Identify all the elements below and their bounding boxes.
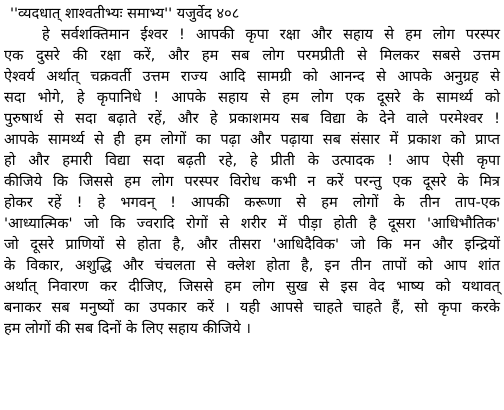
paragraph-line-3: ऐश्वर्य अर्थात् चक्रवर्ती उत्तम राज्य आदि सामग्री को आनन्द से आपके अनुग्रह से xyxy=(4,68,500,85)
paragraph-line-11: जो दूसरे प्राणियों से होता है, और तीसरा 'आधिदैविक' जो कि मन और इन्द्रियों xyxy=(4,236,500,253)
paragraph-line-4: सदा भोगे, हे कृपानिधे ! आपके सहाय से हम लोग एक दूसरे के सामर्थ्य को xyxy=(4,89,500,106)
paragraph-line-13: अर्थात् निवारण कर दीजिए, जिससे हम लोग सुख से इस वेद भाष्य को यथावत् xyxy=(4,278,500,295)
paragraph-line-12: के विकार, अशुद्धि और चंचलता से क्लेश होता है, इन तीन तापों को आप शांत xyxy=(4,257,500,274)
paragraph-line-5: पुरुषार्थ से सदा बढ़ाते रहें, और हे प्रकाशमय सब विद्या के देने वाले परमेश्वर ! xyxy=(4,110,500,127)
paragraph-line-1: हे सर्वशक्तिमान ईश्वर ! आपकी कृपा रक्षा और सहाय से हम लोग परस्पर xyxy=(42,26,500,43)
verse-reference-heading: ''व्यदधात् शाश्वतीभ्यः समाभ्य'' यजुर्वेद ४०८ xyxy=(10,5,240,22)
paragraph-line-15: हम लोगों की सब दिनों के लिए सहाय कीजिये । xyxy=(4,320,251,337)
paragraph-line-7: हो और हमारी विद्या सदा बढ़ती रहे, हे प्रीती के उत्पादक ! आप ऐसी कृपा xyxy=(4,152,500,169)
paragraph-line-6: आपके सामर्थ्य से ही हम लोगों का पढ़ा और पढ़ाया सब संसार में प्रकाश को प्राप्त xyxy=(4,131,500,148)
paragraph-line-8: कीजिये कि जिससे हम लोग परस्पर विरोध कभी न करें परन्तु एक दूसरे के मित्र xyxy=(4,173,500,190)
paragraph-line-2: एक दुसरे की रक्षा करें, और हम सब लोग परमप्रीती से मिलकर सबसे उत्तम xyxy=(4,47,500,64)
paragraph-line-10: 'आध्यात्मिक' जो कि ज्वरादि रोगों से शरीर में पीड़ा होती है दूसरा 'आधिभौतिक' xyxy=(4,215,500,232)
paragraph-line-14: बनाकर सब मनुष्यों का उपकार करें । यही आपसे चाहते चाहते हैं, सो कृपा करके xyxy=(4,299,500,316)
paragraph-line-9: होकर रहें ! हे भगवन् ! आपकी करूणा से हम लोगों के तीन ताप-एक xyxy=(4,194,500,211)
